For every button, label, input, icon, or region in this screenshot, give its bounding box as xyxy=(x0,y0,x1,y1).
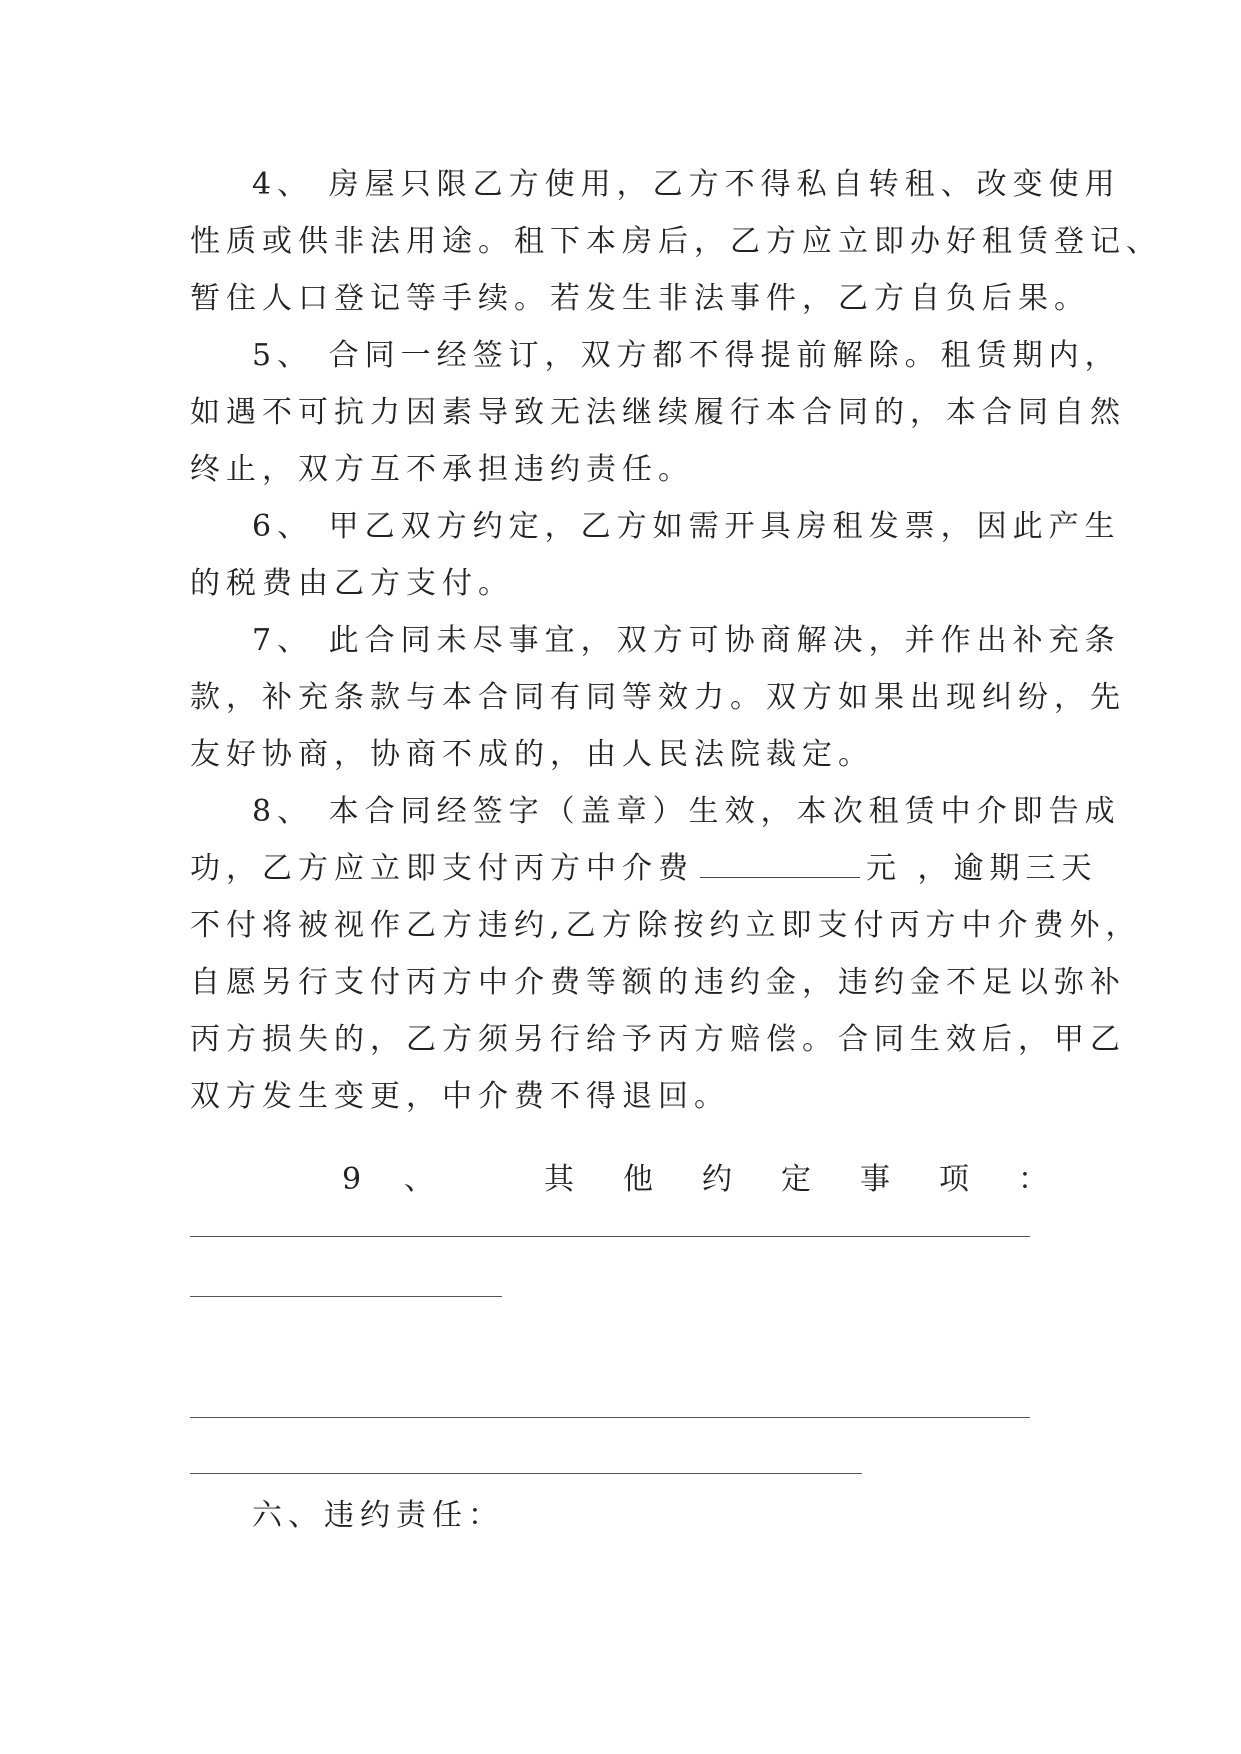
clause-9-char-7: ： xyxy=(1018,1162,1048,1197)
fee-text-after: 元 ，逾期三天 xyxy=(866,851,1098,886)
clause-7-line-2: 款，补充条款与本合同有同等效力。双方如果出现纠纷，先 xyxy=(190,680,1126,715)
clause-4-line-2: 性质或供非法用途。租下本房后，乙方应立即办好租赁登记、 xyxy=(190,224,1162,259)
blank-line-2 xyxy=(190,1296,502,1297)
blank-line-3 xyxy=(190,1417,1030,1418)
clause-9-char-5: 事 xyxy=(860,1162,890,1197)
clause-4-line-3: 暂住人口登记等手续。若发生非法事件，乙方自负后果。 xyxy=(190,281,1090,316)
clause-9-char-4: 定 xyxy=(781,1162,811,1197)
clause-9-char-3: 约 xyxy=(702,1162,732,1197)
clause-9-number: 9 xyxy=(342,1162,362,1197)
clause-8-line-4: 自愿另行支付丙方中介费等额的违约金，违约金不足以弥补 xyxy=(190,965,1126,1000)
section-six-heading: 六、违约责任： xyxy=(252,1498,504,1533)
clause-4-line-1: 4、 房屋只限乙方使用，乙方不得私自转租、改变使用 xyxy=(252,167,1121,202)
clause-7-line-3: 友好协商，协商不成的，由人民法院裁定。 xyxy=(190,737,874,772)
clause-8-line-6: 双方发生变更，中介费不得退回。 xyxy=(190,1079,730,1114)
clause-8-line-3: 不付将被视作乙方违约,乙方除按约立即支付丙方中介费外， xyxy=(190,908,1142,943)
clause-7-line-1: 7、 此合同未尽事宜，双方可协商解决，并作出补充条 xyxy=(252,623,1121,658)
clause-9-char-2: 他 xyxy=(623,1162,653,1197)
clause-6-line-2: 的税费由乙方支付。 xyxy=(190,566,514,601)
clause-9-char-6: 项 xyxy=(939,1162,969,1197)
clause-8-line-5: 丙方损失的，乙方须另行给予丙方赔偿。合同生效后，甲乙 xyxy=(190,1022,1126,1057)
clause-9-char-1: 其 xyxy=(544,1162,574,1197)
fee-text-before: 功，乙方应立即支付丙方中介费 xyxy=(190,851,694,886)
blank-line-1 xyxy=(190,1236,1030,1237)
clause-9-separator: 、 xyxy=(404,1162,434,1197)
fee-blank xyxy=(700,851,860,878)
clause-6-line-1: 6、 甲乙双方约定，乙方如需开具房租发票，因此产生 xyxy=(252,509,1121,544)
clause-8-line-1: 8、 本合同经签字（盖章）生效，本次租赁中介即告成 xyxy=(252,794,1121,829)
clause-5-line-3: 终止，双方互不承担违约责任。 xyxy=(190,452,694,487)
blank-line-4 xyxy=(190,1473,862,1474)
clause-8-line-2 xyxy=(190,849,1098,889)
clause-5-line-1: 5、 合同一经签订，双方都不得提前解除。租赁期内， xyxy=(252,338,1121,373)
clause-5-line-2: 如遇不可抗力因素导致无法继续履行本合同的，本合同自然 xyxy=(190,395,1126,430)
clause-9-heading xyxy=(190,1160,1050,1200)
